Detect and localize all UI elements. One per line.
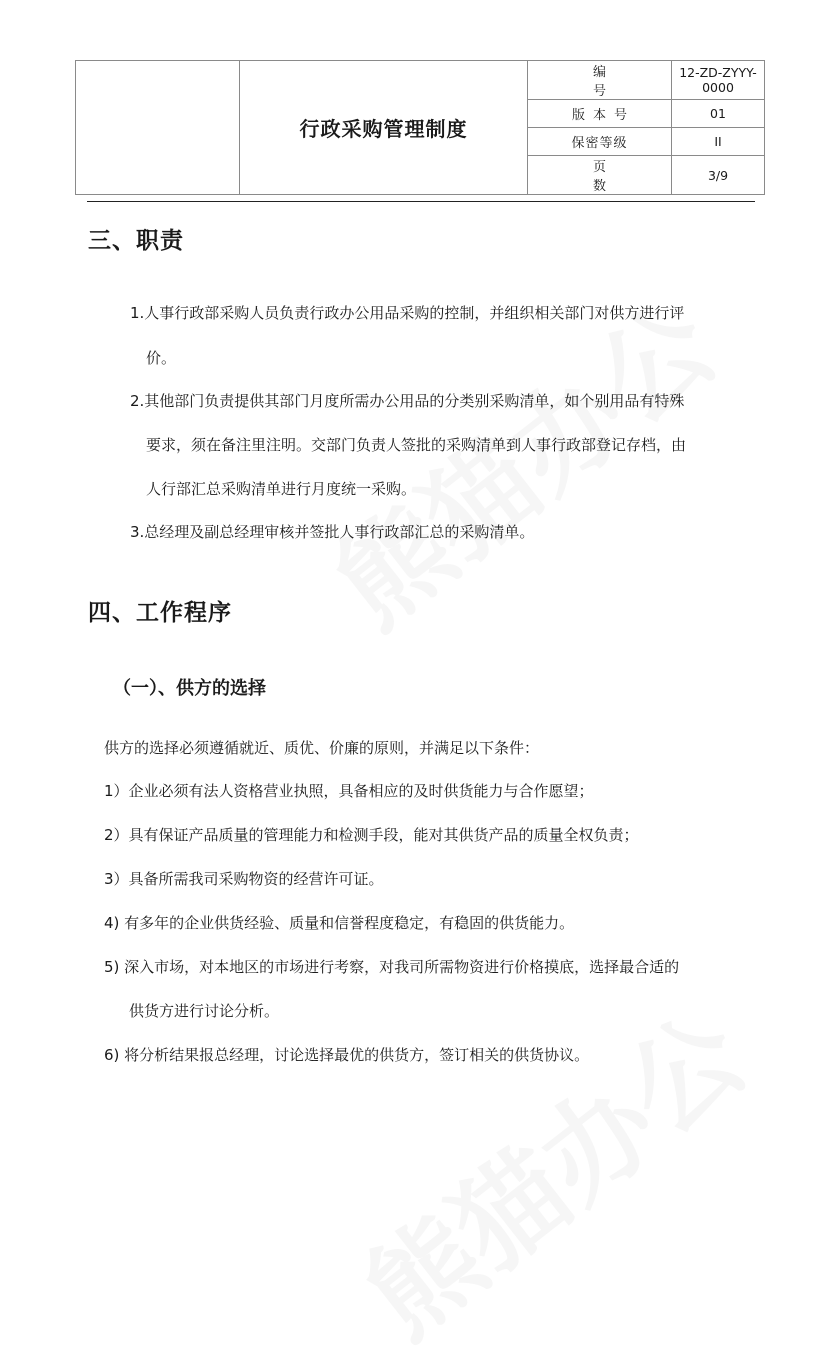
responsibility-2-line-2: 要求，须在备注里注明。交部门负责人签批的采购清单到人事行政部登记存档，由	[146, 436, 687, 454]
supplier-condition-5-line-1: 5) 深入市场，对本地区的市场进行考察，对我司所需物资进行价格摸底，选择最合适的	[104, 958, 680, 976]
responsibility-2-line-1: 2.其他部门负责提供其部门月度所需办公用品的分类别采购清单，如个别用品有特殊	[130, 392, 685, 410]
supplier-condition-6: 6) 将分析结果报总经理，讨论选择最优的供货方，签订相关的供货协议。	[104, 1046, 590, 1064]
supplier-condition-4: 4) 有多年的企业供货经验、质量和信誉程度稳定，有稳固的供货能力。	[104, 914, 575, 932]
subsection-heading-supplier-selection: （一）、供方的选择	[113, 678, 266, 699]
supplier-condition-5-line-2: 供货方进行讨论分析。	[129, 1002, 280, 1020]
version-value: 01	[672, 100, 765, 128]
responsibility-3-line-1: 3.总经理及副总经理审核并签批人事行政部汇总的采购清单。	[130, 523, 535, 541]
supplier-condition-3: 3）具备所需我司采购物资的经营许可证。	[104, 870, 384, 888]
section-heading-procedures: 四、工作程序	[88, 600, 232, 626]
page-count-value: 3/9	[672, 156, 765, 195]
document-header-table	[75, 60, 765, 195]
supplier-selection-intro: 供方的选择必须遵循就近、质优、价廉的原则，并满足以下条件：	[104, 739, 540, 757]
code-label: 编 号	[528, 61, 672, 100]
supplier-condition-1: 1）企业必须有法人资格营业执照，具备相应的及时供货能力与合作愿望；	[104, 782, 594, 800]
header-divider	[87, 201, 755, 202]
confidentiality-label: 保密等级	[528, 128, 672, 156]
page-count-label: 页 数	[528, 156, 672, 195]
supplier-condition-2: 2）具有保证产品质量的管理能力和检测手段，能对其供货产品的质量全权负责；	[104, 826, 639, 844]
section-heading-responsibilities: 三、职责	[88, 228, 184, 254]
responsibility-2-line-3: 人行部汇总采购清单进行月度统一采购。	[146, 480, 417, 498]
watermark-bottom	[328, 971, 772, 1366]
responsibility-1-line-2: 价。	[146, 349, 177, 367]
code-value: 12-ZD-ZYYY-0000	[672, 61, 765, 100]
responsibility-1-line-1: 1.人事行政部采购人员负责行政办公用品采购的控制，并组织相关部门对供方进行评	[130, 304, 685, 322]
version-label: 版本号	[528, 100, 672, 128]
document-title: 行政采购管理制度	[240, 61, 528, 195]
logo-cell	[76, 61, 240, 195]
confidentiality-value: II	[672, 128, 765, 156]
